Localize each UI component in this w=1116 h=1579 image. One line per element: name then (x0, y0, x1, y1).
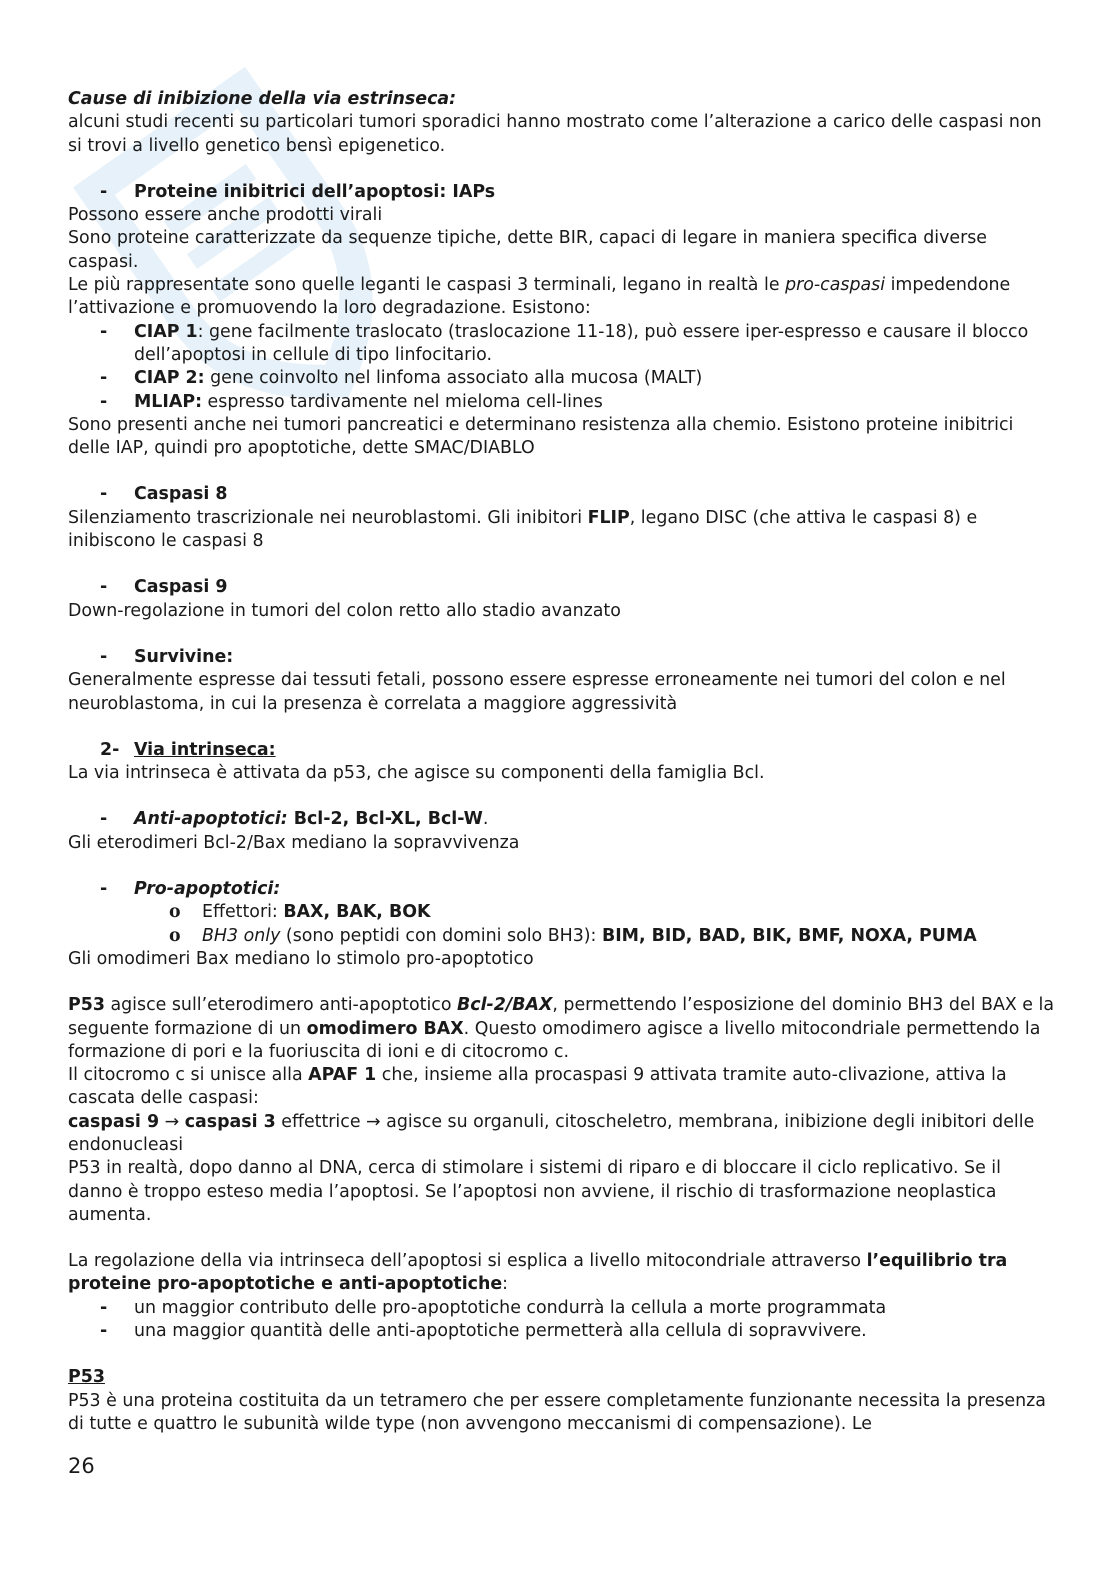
bullet-heading: - Pro-apoptotici: (68, 878, 1058, 901)
paragraph: caspasi 9 → caspasi 3 effettrice → agisce su organuli, citoscheletro, membrana, inibizione degli inibitori delle endonucleasi (68, 1111, 1035, 1155)
bullet-heading: - Proteine inibitrici dell’apoptosi: IAPs (68, 181, 1058, 204)
paragraph: Silenziamento trascrizionale nei neuroblastomi. Gli inibitori FLIP, legano DISC (che attiva le caspasi 8) e inibiscono le caspasi 8 (68, 507, 978, 552)
list-item: - una maggior quantità delle anti-apoptotiche permetterà alla cellula di sopravvivere. (68, 1320, 1058, 1343)
bullet-heading: - Anti-apoptotici: Bcl-2, Bcl-XL, Bcl-W. (68, 808, 1058, 831)
bullet-heading: - Survivine: (68, 646, 1058, 669)
paragraph: alcuni studi recenti su particolari tumori sporadici hanno mostrato come l’alterazione a carico delle caspasi non si trovi a livello genetico bensì epigenetico. (68, 112, 1042, 156)
bullet-heading: - Caspasi 9 (68, 576, 1058, 599)
section-heading: P53 (68, 1367, 105, 1388)
paragraph: P53 è una proteina costituita da un tetramero che per essere completamente funzionante necessita la presenza di tutte e quattro le subunità wilde type (non avvengono meccanismi di compensazione). Le (68, 1390, 1046, 1434)
paragraph: Gli omodimeri Bax mediano lo stimolo pro-apoptotico (68, 948, 534, 969)
paragraph: Generalmente espresse dai tessuti fetali, possono essere espresse erroneamente nei tumori del colon e nel neuroblastoma, in cui la presenza è correlata a maggiore aggressività (68, 670, 1006, 714)
paragraph: Il citocromo c si unisce alla APAF 1 che, insieme alla procaspasi 9 attivata tramite auto-clivazione, attiva la cascata delle caspasi: (68, 1065, 1007, 1109)
sub-list-item: o Effettori: BAX, BAK, BOK (68, 901, 1058, 924)
paragraph: Le più rappresentate sono quelle leganti le caspasi 3 terminali, legano in realtà le pro-caspasi impedendone l’attivazione e promuovendo la loro degradazione. Esistono: (68, 275, 1011, 319)
paragraph: La via intrinseca è attivata da p53, che agisce su componenti della famiglia Bcl. (68, 763, 765, 784)
page-number: 26 (68, 1454, 95, 1478)
paragraph: Gli eterodimeri Bcl-2/Bax mediano la sopravvivenza (68, 832, 520, 853)
arrow-icon: → (159, 1111, 185, 1132)
paragraph: Down-regolazione in tumori del colon retto allo stadio avanzato (68, 600, 621, 621)
paragraph: Sono proteine caratterizzate da sequenze tipiche, dette BIR, capaci di legare in maniera specifica diverse caspasi. (68, 228, 987, 272)
paragraph: P53 agisce sull’eterodimero anti-apoptotico Bcl-2/BAX, permettendo l’esposizione del dominio BH3 del BAX e la seguente formazione di un omodimero BAX. Questo omodimero agisce a livello mitocondriale permettendo la formazione di pori e la fuoriuscita di ioni e di citocromo c. (68, 995, 1054, 1062)
bullet-heading: - Caspasi 8 (68, 483, 1058, 506)
paragraph: P53 in realtà, dopo danno al DNA, cerca di stimolare i sistemi di riparo e di bloccare il ciclo replicativo. Se il danno è troppo esteso media l’apoptosi. Se l’apoptosi non avviene, il rischio di trasformazione neoplastica aumenta. (68, 1158, 1001, 1225)
list-item: - CIAP 1: gene facilmente traslocato (traslocazione 11-18), può essere iper-espresso e causare il blocco dell’apoptosi in cellule di tipo linfocitario. (68, 321, 1058, 368)
sub-list-item: o BH3 only (sono peptidi con domini solo BH3): BIM, BID, BAD, BIK, BMF, NOXA, PUMA (68, 925, 1058, 948)
document-body (68, 88, 1058, 1436)
paragraph: Possono essere anche prodotti virali (68, 205, 383, 226)
arrow-icon: → (360, 1111, 387, 1132)
list-item: - un maggior contributo delle pro-apoptotiche condurrà la cellula a morte programmata (68, 1297, 1058, 1320)
section-title: Cause di inibizione della via estrinseca: (68, 89, 457, 109)
paragraph: La regolazione della via intrinseca dell’apoptosi si esplica a livello mitocondriale attraverso l’equilibrio tra proteine pro-apoptotiche e anti-apoptotiche: (68, 1251, 1008, 1295)
list-item: - CIAP 2: gene coinvolto nel linfoma associato alla mucosa (MALT) (68, 367, 1058, 390)
numbered-heading: 2- Via intrinseca: (100, 739, 276, 760)
list-item: - MLIAP: espresso tardivamente nel mieloma cell-lines (68, 391, 1058, 414)
paragraph: Sono presenti anche nei tumori pancreatici e determinano resistenza alla chemio. Esistono proteine inibitrici delle IAP, quindi pro apoptotiche, dette SMAC/DIABLO (68, 414, 1014, 459)
